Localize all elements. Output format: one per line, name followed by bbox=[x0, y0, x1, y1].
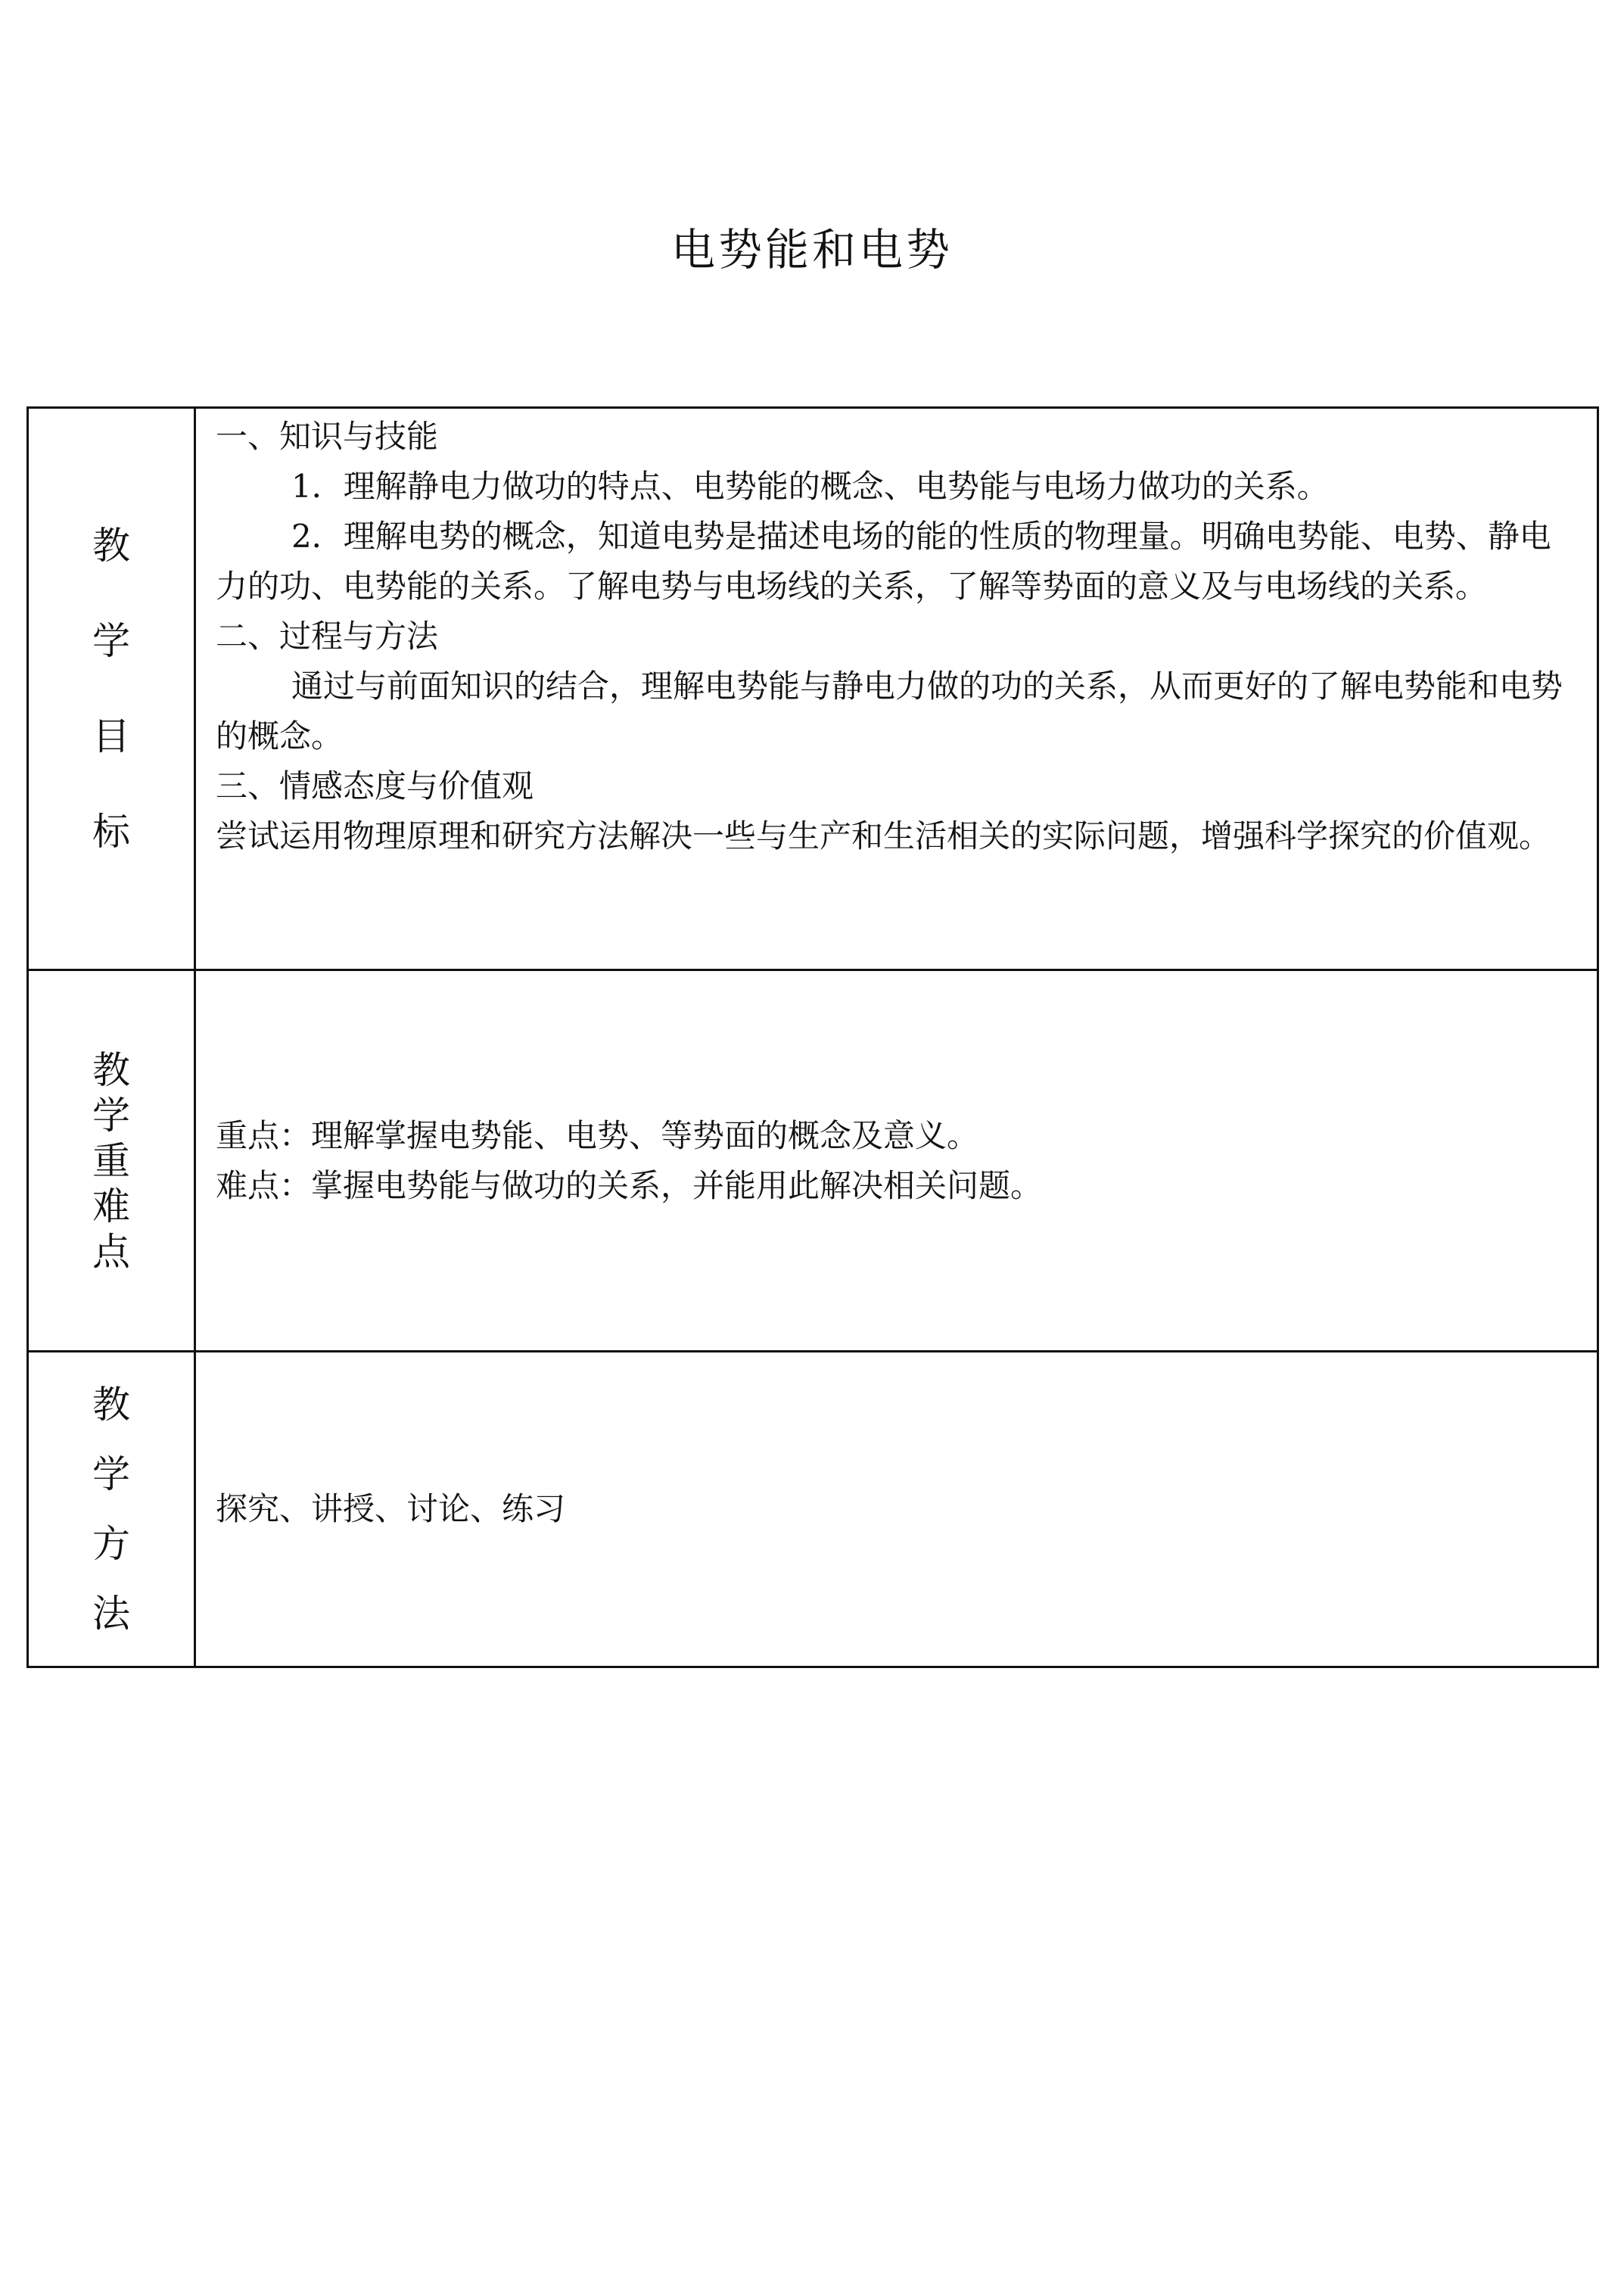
label-char: 难 bbox=[92, 1184, 130, 1228]
label-char: 方 bbox=[92, 1522, 130, 1566]
section-heading-knowledge: 一、知识与技能 bbox=[216, 418, 439, 455]
key-point-text: 重点：理解掌握电势能、电势、等势面的概念及意义。 bbox=[216, 1116, 979, 1154]
difficult-point-text: 难点：掌握电势能与做功的关系，并能用此解决相关问题。 bbox=[216, 1166, 1043, 1204]
lesson-plan-table bbox=[26, 406, 1599, 1668]
teaching-goals-content bbox=[195, 408, 1598, 970]
document-title: 电势能和电势 bbox=[670, 224, 953, 275]
label-char: 教 bbox=[92, 1047, 130, 1092]
label-char: 教 bbox=[92, 524, 130, 568]
goal-item-2: 2．理解电势的概念，知道电势是描述电场的能的性质的物理量。明确电势能、电势、静电力的功、电势能的关系。了解电势与电场线的关系，了解等势面的意义及与电场线的关系。 bbox=[216, 518, 1551, 605]
label-char: 标 bbox=[92, 810, 130, 854]
key-difficult-points-label bbox=[28, 970, 195, 1352]
goal-item-1: 1．理解静电力做功的特点、电势能的概念、电势能与电场力做功的关系。 bbox=[291, 468, 1329, 505]
label-char: 重 bbox=[92, 1138, 130, 1183]
label-char: 学 bbox=[92, 1093, 130, 1138]
label-char: 学 bbox=[92, 1452, 130, 1496]
teaching-method-content bbox=[195, 1352, 1598, 1667]
label-char: 点 bbox=[92, 1229, 130, 1274]
section-heading-values: 三、情感态度与价值观 bbox=[216, 767, 534, 805]
label-char: 法 bbox=[92, 1592, 130, 1636]
teaching-goals-label bbox=[28, 408, 195, 970]
label-char: 教 bbox=[92, 1383, 130, 1427]
key-difficult-points-content bbox=[195, 970, 1598, 1352]
values-text: 尝试运用物理原理和研究方法解决一些与生产和生活相关的实际问题，增强科学探究的价值观。 bbox=[216, 817, 1551, 854]
teaching-goals-row bbox=[28, 408, 1598, 970]
teaching-method-row bbox=[28, 1352, 1598, 1667]
teaching-method-label bbox=[28, 1352, 195, 1667]
label-char: 学 bbox=[92, 619, 130, 663]
key-difficult-points-row bbox=[28, 970, 1598, 1352]
section-heading-process: 二、过程与方法 bbox=[216, 618, 439, 655]
label-char: 目 bbox=[92, 714, 130, 758]
teaching-method-text: 探究、讲授、讨论、练习 bbox=[216, 1490, 566, 1527]
process-text: 通过与前面知识的结合，理解电势能与静电力做的功的关系，从而更好的了解电势能和电势的概念。 bbox=[216, 668, 1563, 755]
